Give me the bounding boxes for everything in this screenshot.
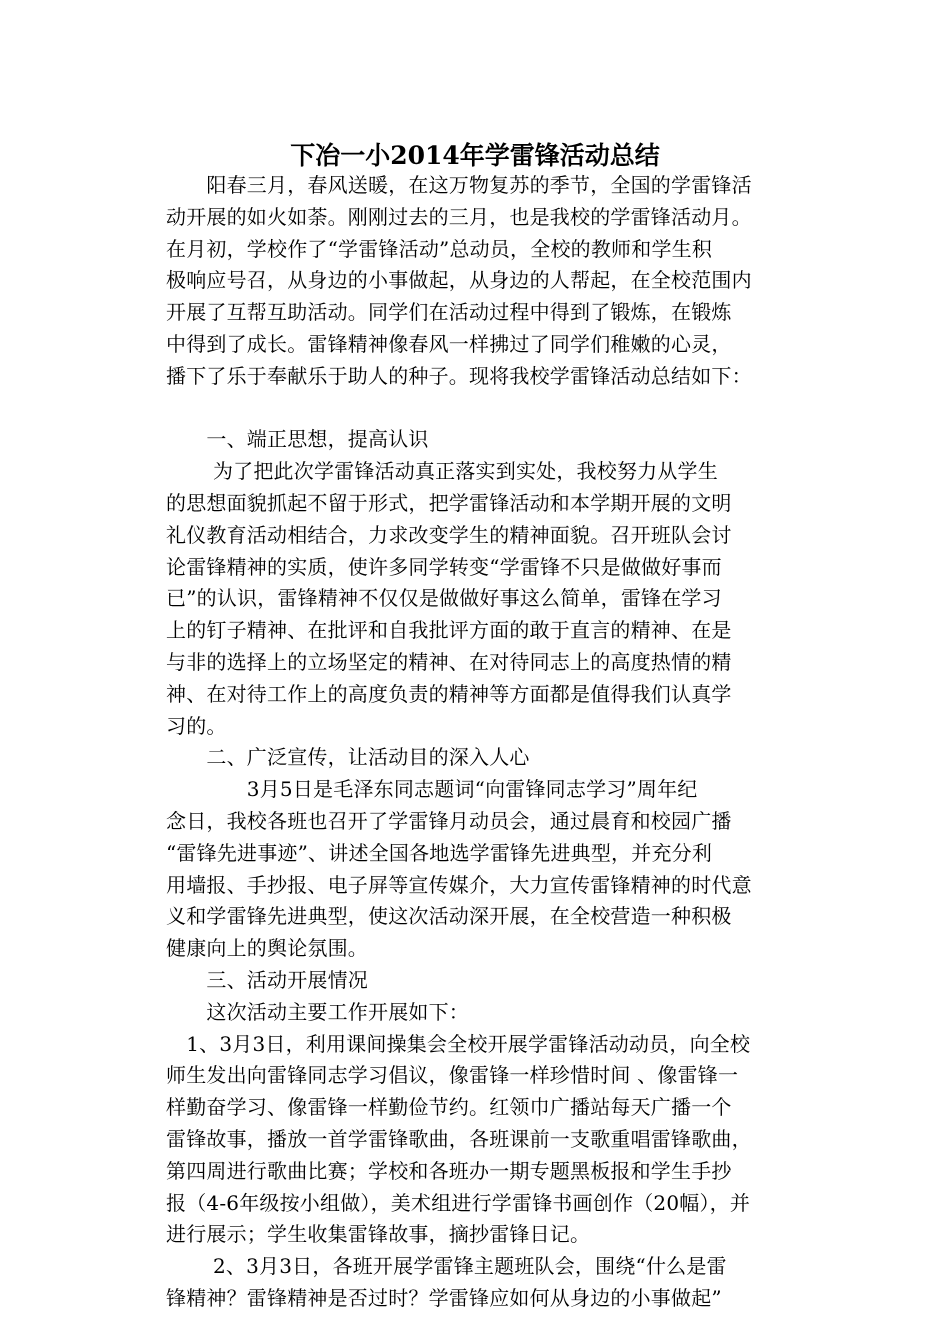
- body-line: 这次活动主要工作开展如下：: [166, 999, 469, 1024]
- body-line: 雷锋故事，播放一首学雷锋歌曲，各班课前一支歌重唱雷锋歌曲，: [166, 1126, 752, 1151]
- body-line: 神、在对待工作上的高度负责的精神等方面都是值得我们认真学: [166, 681, 732, 706]
- body-line: 播下了乐于奉献乐于助人的种子。现将我校学雷锋活动总结如下：: [166, 363, 752, 388]
- body-line: 健康向上的舆论氛围。: [166, 936, 368, 961]
- document-body: [166, 170, 796, 1315]
- body-line: 在月初，学校作了“学雷锋活动”总动员，全校的教师和学生积: [166, 236, 713, 261]
- body-line: [166, 393, 796, 425]
- body-line: 动开展的如火如荼。刚刚过去的三月，也是我校的学雷锋活动月。: [166, 204, 752, 229]
- body-line: 师生发出向雷锋同志学习倡议，像雷锋一样珍惜时间 、像雷锋一: [166, 1063, 739, 1088]
- body-line: 锋精神？雷锋精神是否过时？学雷锋应如何从身边的小事做起”: [166, 1285, 722, 1310]
- body-line: 1、3月3日，利用课间操集会全校开展学雷锋活动动员，向全校: [166, 1031, 751, 1056]
- body-line: 中得到了成长。雷锋精神像春风一样拂过了同学们稚嫩的心灵，: [166, 331, 732, 356]
- body-line: 阳春三月，春风送暖，在这万物复苏的季节，全国的学雷锋活: [166, 173, 752, 197]
- body-line: 上的钉子精神、在批评和自我批评方面的敢于直言的精神、在是: [166, 618, 732, 643]
- body-line: 念日，我校各班也召开了学雷锋月动员会，通过晨育和校园广播: [166, 808, 732, 833]
- body-line: “雷锋先进事迹”、讲述全国各地选学雷锋先进典型，并充分利: [166, 840, 713, 865]
- body-line: 已”的认识，雷锋精神不仅仅是做做好事这么简单，雷锋在学习: [166, 586, 722, 611]
- body-line: 报（4-6年级按小组做），美术组进行学雷锋书画创作（20幅），并: [166, 1190, 751, 1215]
- body-line: 与非的选择上的立场坚定的精神、在对待同志上的高度热情的精: [166, 649, 732, 674]
- body-line: 一、端正思想，提高认识: [166, 427, 429, 452]
- body-line: 三、活动开展情况: [166, 967, 368, 992]
- document-title: 下冶一小2014年学雷锋活动总结: [290, 141, 660, 170]
- body-line: 义和学雷锋先进典型，使这次活动深开展，在全校营造一种积极: [166, 904, 732, 929]
- body-line: 二、广泛宣传，让活动目的深入人心: [166, 745, 530, 770]
- body-line: 2、3月3日，各班开展学雷锋主题班队会，围绕“什么是雷: [166, 1254, 727, 1279]
- body-line: 3月5日是毛泽东同志题词“向雷锋同志学习”周年纪: [166, 777, 698, 802]
- body-line: 第四周进行歌曲比赛；学校和各班办一期专题黑板报和学生手抄: [166, 1158, 732, 1183]
- body-line: 为了把此次学雷锋活动真正落实到实处，我校努力从学生: [166, 459, 718, 484]
- body-line: 样勤奋学习、像雷锋一样勤俭节约。红领巾广播站每天广播一个: [166, 1095, 732, 1120]
- body-line: 论雷锋精神的实质，使许多同学转变“学雷锋不只是做做好事而: [166, 554, 722, 579]
- body-line: 极响应号召，从身边的小事做起，从身边的人帮起，在全校范围内: [166, 268, 752, 293]
- body-line: 进行展示；学生收集雷锋故事，摘抄雷锋日记。: [166, 1222, 591, 1247]
- body-line: 用墙报、手抄报、电子屏等宣传媒介，大力宣传雷锋精神的时代意: [166, 872, 752, 897]
- body-line: 的思想面貌抓起不留于形式，把学雷锋活动和本学期开展的文明: [166, 490, 732, 515]
- body-line: 习的。: [166, 713, 227, 738]
- body-line: 礼仪教育活动相结合，力求改变学生的精神面貌。召开班队会讨: [166, 522, 732, 547]
- body-line: 开展了互帮互助活动。同学们在活动过程中得到了锻炼，在锻炼: [166, 300, 732, 325]
